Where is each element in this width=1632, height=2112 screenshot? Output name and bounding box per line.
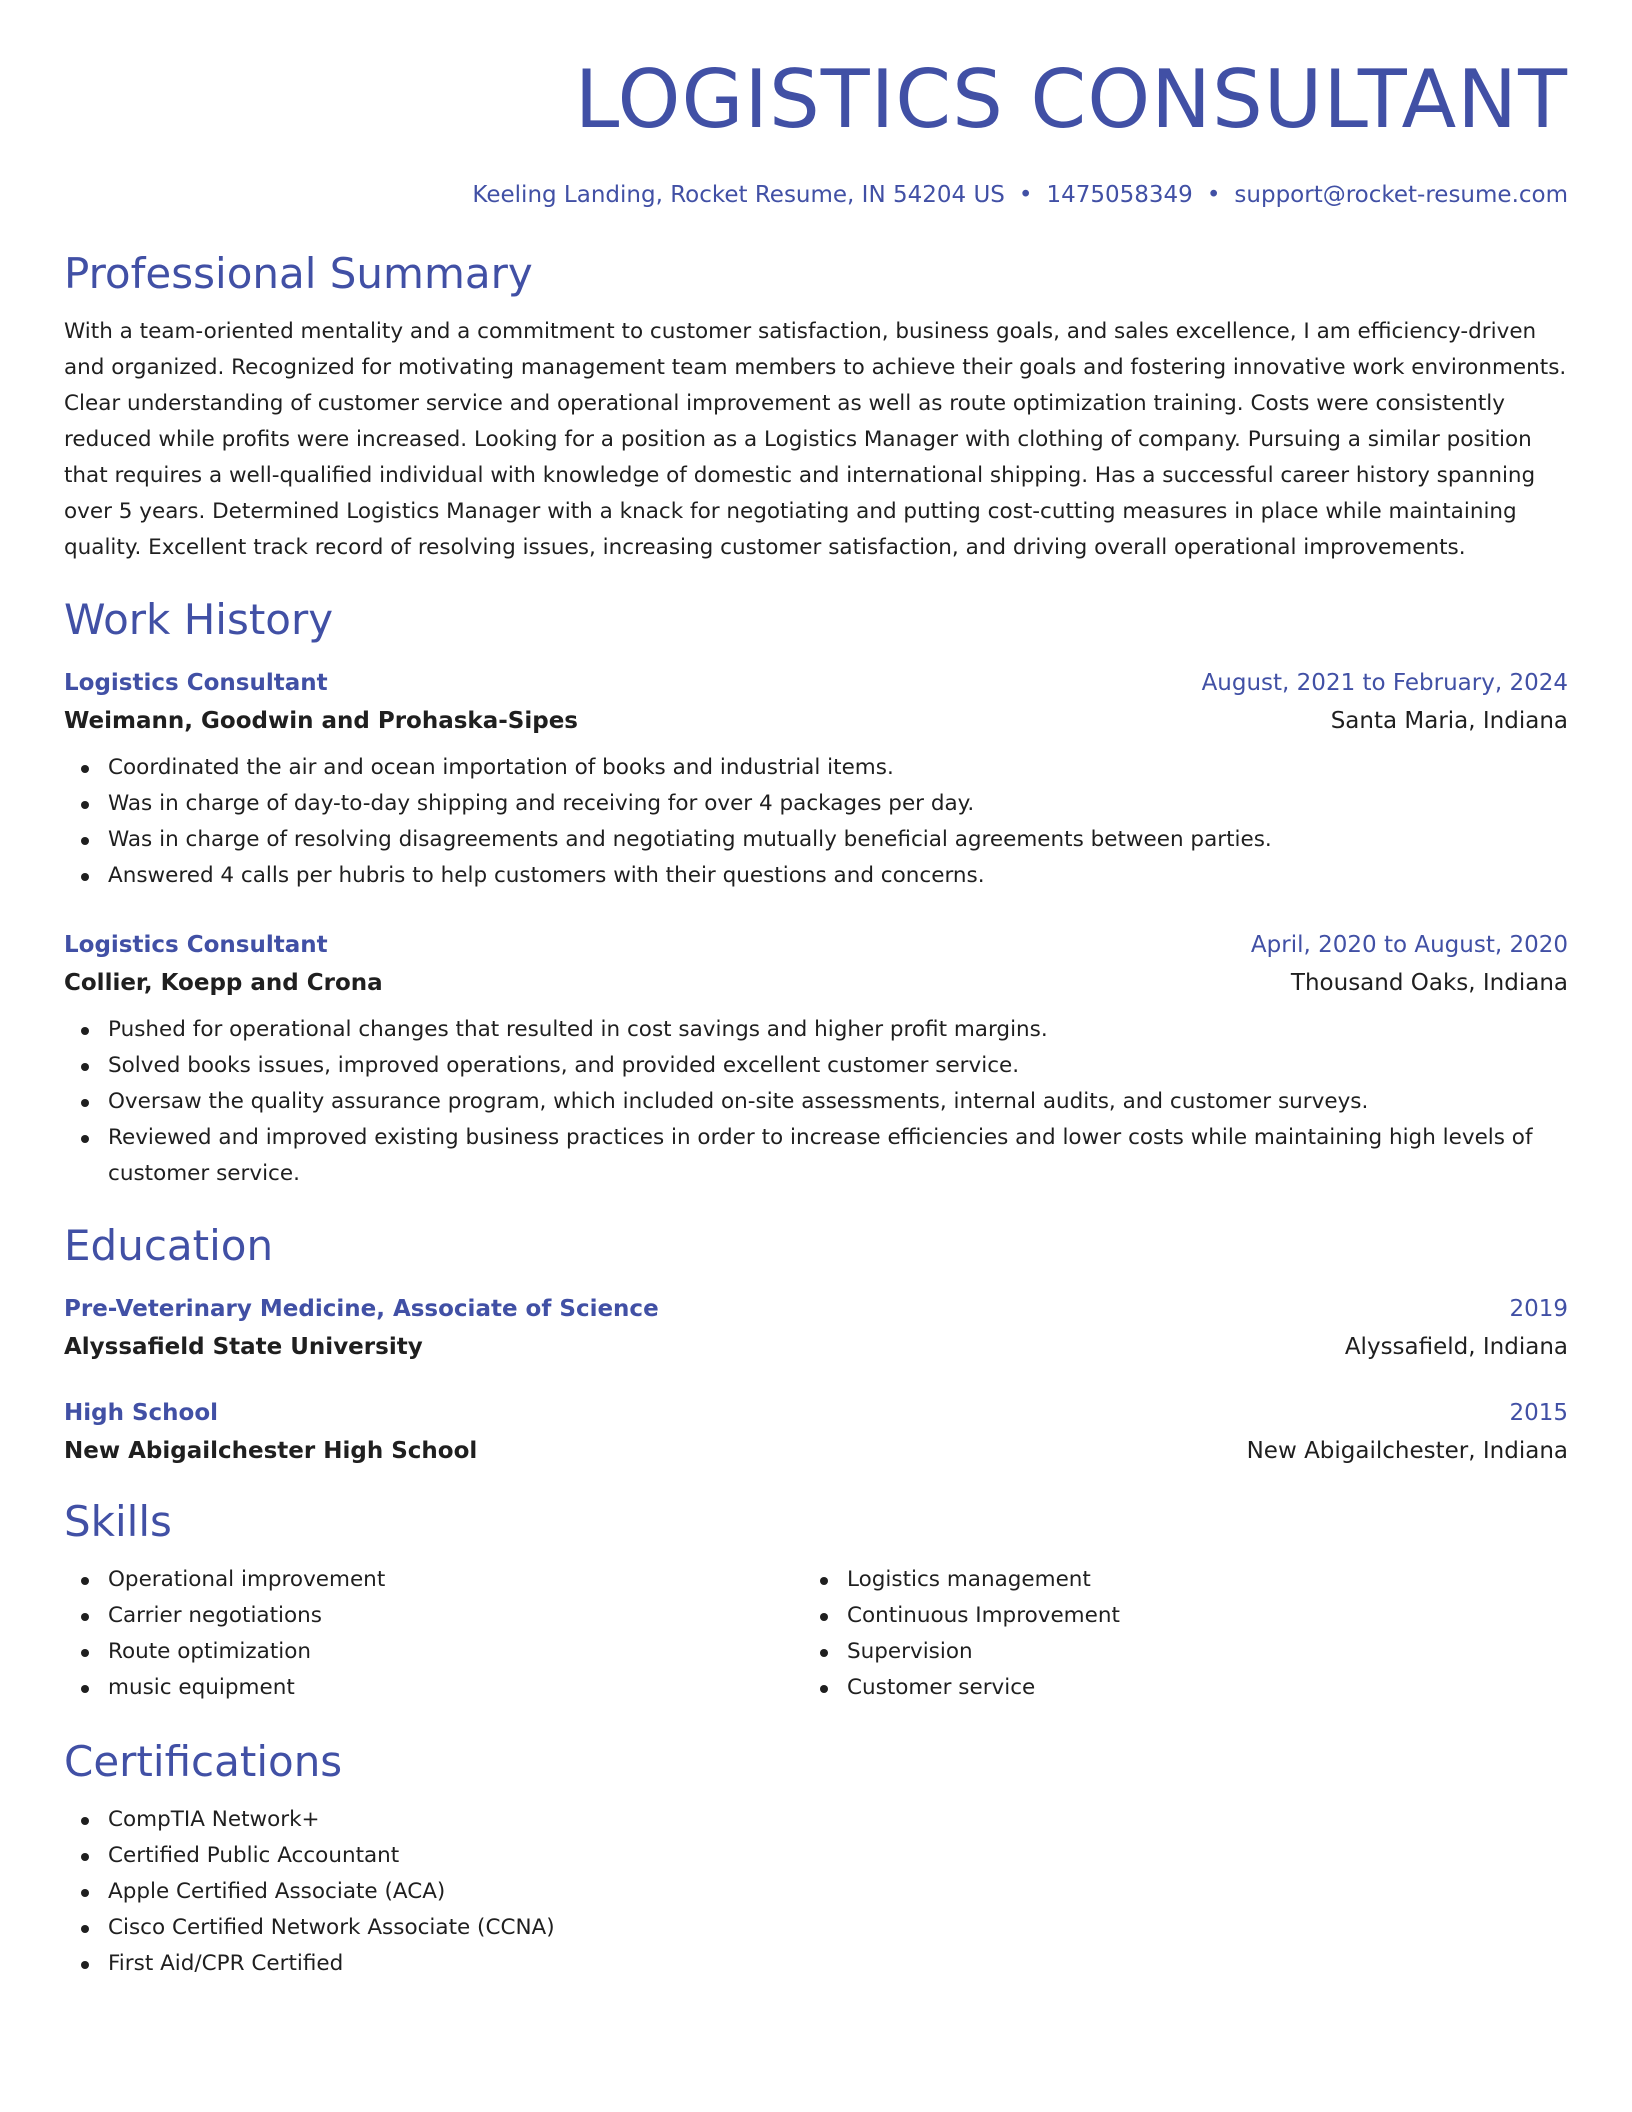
certification-item: CompTIA Network+ xyxy=(108,1802,1568,1838)
certification-item: First Aid/CPR Certified xyxy=(108,1946,1568,1982)
certification-item: Apple Certified Associate (ACA) xyxy=(108,1874,1568,1910)
job-bullet: Pushed for operational changes that resulted in cost savings and higher profit margins. xyxy=(108,1012,1568,1048)
job-location: Santa Maria, Indiana xyxy=(1330,708,1568,734)
job-bullet: Reviewed and improved existing business practices in order to increase efficiencies and lower costs while maintaining high levels of customer service. xyxy=(108,1120,1568,1192)
contact-separator: • xyxy=(1018,182,1033,208)
skill-item: Operational improvement xyxy=(108,1562,803,1598)
education-entry xyxy=(64,1294,1568,1362)
work-history-section xyxy=(64,594,1568,1192)
skills-column-left xyxy=(64,1562,803,1706)
job-location: Thousand Oaks, Indiana xyxy=(1290,970,1568,996)
contact-line xyxy=(64,180,1568,210)
job-bullet: Was in charge of day-to-day shipping and receiving for over 4 packages per day. xyxy=(108,786,1568,822)
candidate-title: LOGISTICS CONSULTANT xyxy=(574,53,1568,146)
education-section xyxy=(64,1220,1568,1466)
skill-item: Customer service xyxy=(847,1670,1542,1706)
section-title-work-history: Work History xyxy=(64,595,334,644)
school-location: Alyssafield, Indiana xyxy=(1344,1334,1568,1360)
degree-title: Pre-Veterinary Medicine, Associate of Science xyxy=(64,1296,659,1322)
contact-address: Keeling Landing, Rocket Resume, IN 54204 US xyxy=(472,182,1005,208)
section-title-skills: Skills xyxy=(64,1497,172,1546)
school-name: Alyssafield State University xyxy=(64,1334,423,1360)
job-dates: August, 2021 to February, 2024 xyxy=(1201,670,1568,696)
contact-email[interactable]: support@rocket-resume.com xyxy=(1234,182,1568,208)
job-title: Logistics Consultant xyxy=(64,932,328,958)
contact-phone: 1475058349 xyxy=(1046,182,1193,208)
skill-item: Route optimization xyxy=(108,1634,803,1670)
job-company: Collier, Koepp and Crona xyxy=(64,970,383,996)
summary-section xyxy=(64,248,1568,566)
job-entry xyxy=(64,930,1568,1192)
skill-item: Supervision xyxy=(847,1634,1542,1670)
degree-year: 2015 xyxy=(1509,1400,1568,1426)
job-bullet: Was in charge of resolving disagreements and negotiating mutually beneficial agreements between parties. xyxy=(108,822,1568,858)
school-location: New Abigailchester, Indiana xyxy=(1246,1438,1568,1464)
education-entry xyxy=(64,1398,1568,1466)
skills-grid xyxy=(64,1562,1568,1706)
certifications-section xyxy=(64,1736,1568,1982)
job-company: Weimann, Goodwin and Prohaska-Sipes xyxy=(64,708,578,734)
degree-year: 2019 xyxy=(1509,1296,1568,1322)
section-title-education: Education xyxy=(64,1221,274,1270)
school-name: New Abigailchester High School xyxy=(64,1438,478,1464)
skill-item: music equipment xyxy=(108,1670,803,1706)
job-bullet: Coordinated the air and ocean importation of books and industrial items. xyxy=(108,750,1568,786)
certification-item: Certified Public Accountant xyxy=(108,1838,1568,1874)
job-dates: April, 2020 to August, 2020 xyxy=(1250,932,1568,958)
job-bullets xyxy=(64,750,1568,894)
job-bullets xyxy=(64,1012,1568,1192)
job-bullet: Solved books issues, improved operations, and provided excellent customer service. xyxy=(108,1048,1568,1084)
job-entry xyxy=(64,668,1568,894)
degree-title: High School xyxy=(64,1400,219,1426)
skill-item: Logistics management xyxy=(847,1562,1542,1598)
contact-separator: • xyxy=(1206,182,1221,208)
summary-text: With a team-oriented mentality and a commitment to customer satisfaction, business goals, and sales excellence, I am efficiency-driven and organized. Recognized for motivating management team members to achieve their goals and fostering innovative work environments. Clear understanding of customer service and operational improvement as well as route optimization training. Costs were consistently reduced while profits were increased. Looking for a position as a Logistics Manager with clothing of company. Pursuing a similar position that requires a well-qualified individual with knowledge of domestic and international shipping. Has a successful career history spanning over 5 years. Determined Logistics Manager with a knack for negotiating and putting cost-cutting measures in place while maintaining quality. Excellent track record of resolving issues, increasing customer satisfaction, and driving overall operational improvements. xyxy=(64,319,1567,560)
certifications-list xyxy=(64,1802,1568,1982)
skill-item: Continuous Improvement xyxy=(847,1598,1542,1634)
job-bullet: Answered 4 calls per hubris to help customers with their questions and concerns. xyxy=(108,858,1568,894)
job-title: Logistics Consultant xyxy=(64,670,328,696)
skill-item: Carrier negotiations xyxy=(108,1598,803,1634)
job-bullet: Oversaw the quality assurance program, which included on-site assessments, internal audits, and customer surveys. xyxy=(108,1084,1568,1120)
certification-item: Cisco Certified Network Associate (CCNA) xyxy=(108,1910,1568,1946)
section-title-certifications: Certifications xyxy=(64,1737,343,1786)
skills-column-right xyxy=(803,1562,1542,1706)
skills-section xyxy=(64,1496,1568,1706)
section-title-summary: Professional Summary xyxy=(64,249,533,298)
